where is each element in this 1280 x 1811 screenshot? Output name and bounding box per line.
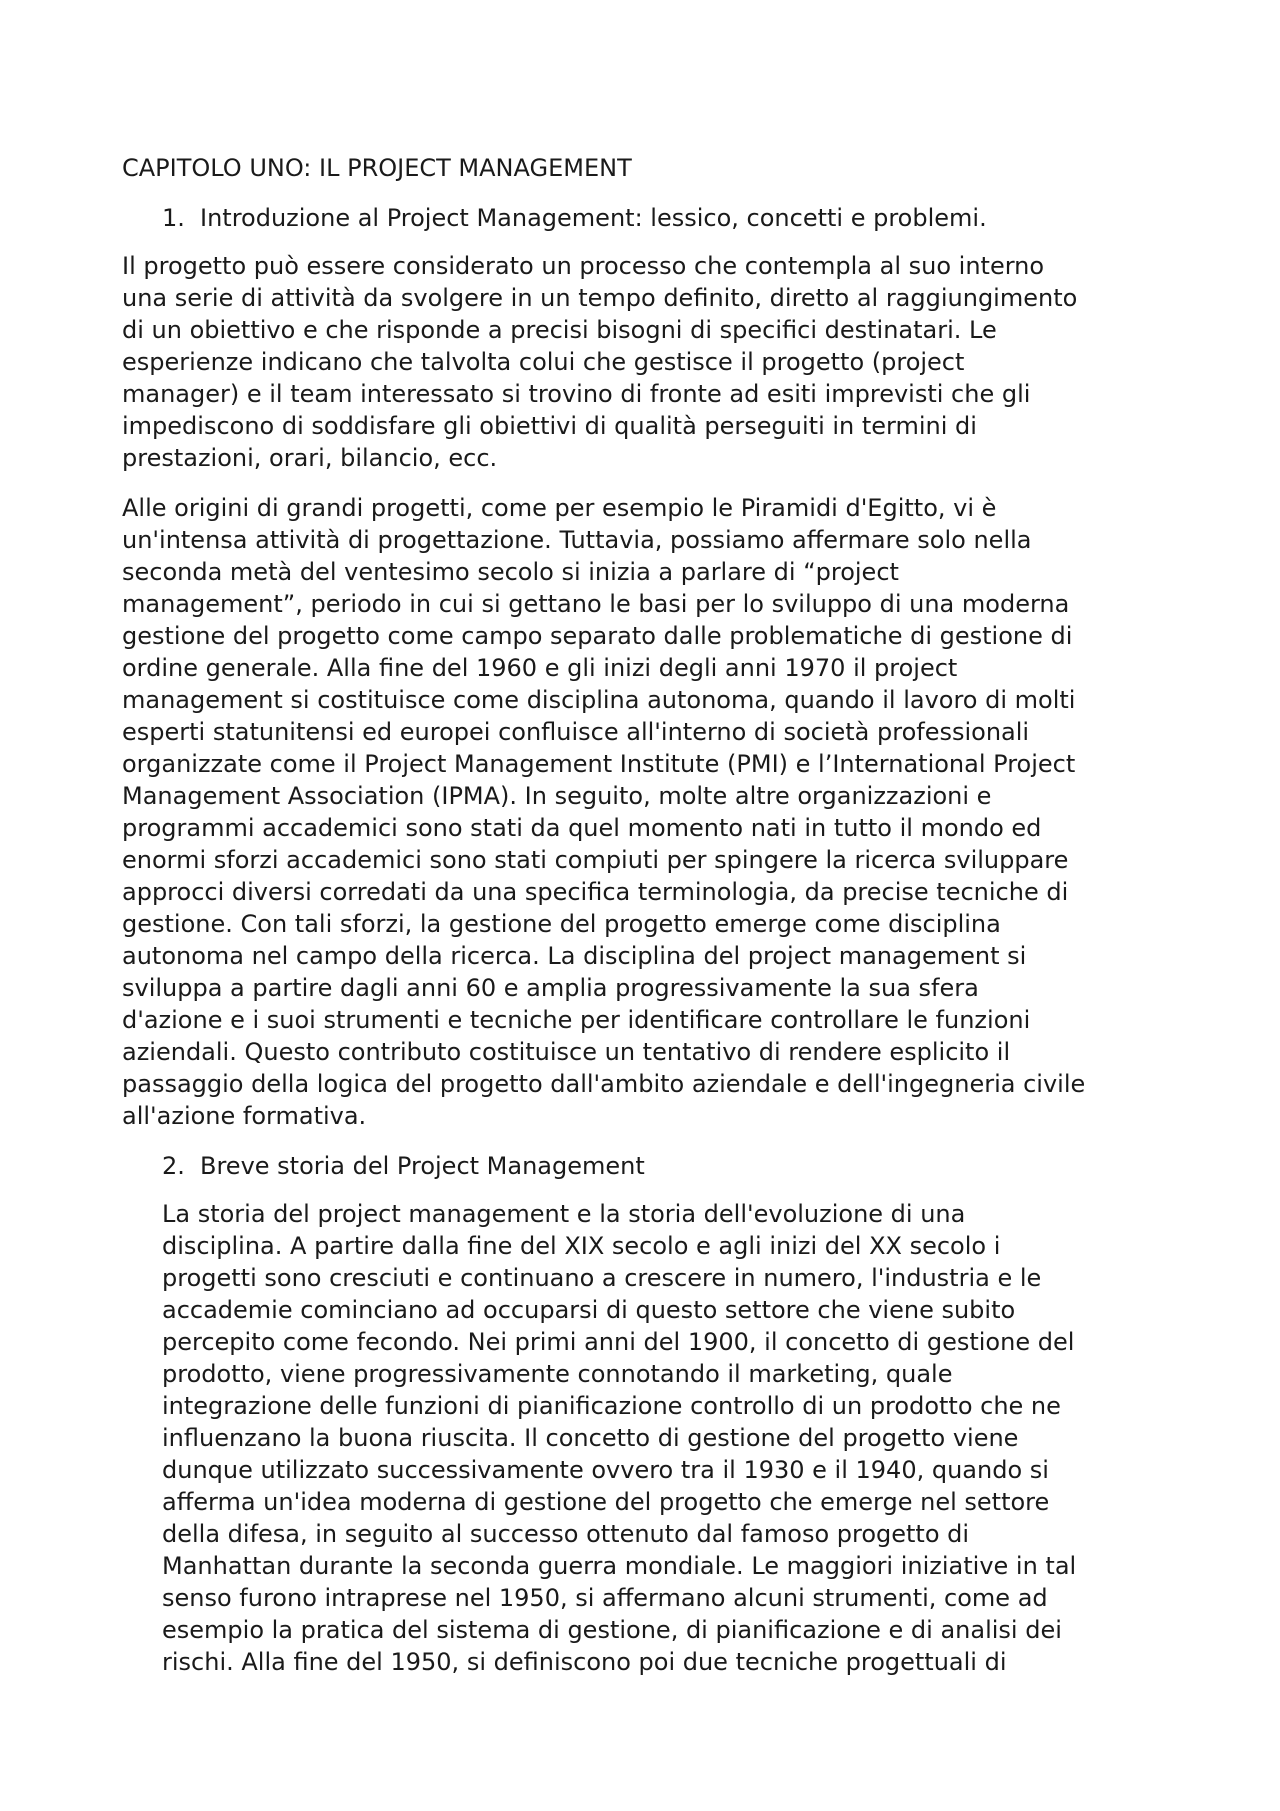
text-line: manager) e il team interessato si trovino di fronte ad esiti imprevisti che gli [122, 380, 1031, 408]
text-line: sviluppa a partire dagli anni 60 e amplia progressivamente la sua sfera [122, 974, 979, 1002]
text-line: afferma un'idea moderna di gestione del progetto che emerge nel settore [162, 1488, 1050, 1516]
text-line: organizzate come il Project Management Institute (PMI) e l’International Project [122, 750, 1076, 778]
text-line: La storia del project management e la storia dell'evoluzione di una [162, 1200, 966, 1228]
text-line: all'azione formativa. [122, 1102, 367, 1130]
text-line: d'azione e i suoi strumenti e tecniche per identificare controllare le funzioni [122, 1006, 1031, 1034]
text-line: percepito come fecondo. Nei primi anni del 1900, il concetto di gestione del [162, 1328, 1075, 1356]
paragraph [122, 250, 1077, 474]
section-title: Breve storia del Project Management [200, 1152, 645, 1180]
section-heading-2 [162, 1150, 645, 1182]
text-line: seconda metà del ventesimo secolo si inizia a parlare di “project [122, 558, 899, 586]
text-line: Management Association (IPMA). In seguito, molte altre organizzazioni e [122, 782, 992, 810]
chapter-title: CAPITOLO UNO: IL PROJECT MANAGEMENT [122, 154, 632, 182]
text-line: passaggio della logica del progetto dall'ambito aziendale e dell'ingegneria civile [122, 1070, 1086, 1098]
text-line: disciplina. A partire dalla fine del XIX secolo e agli inizi del XX secolo i [162, 1232, 1001, 1260]
text-line: rischi. Alla fine del 1950, si definiscono poi due tecniche progettuali di [162, 1648, 1007, 1676]
text-line: enormi sforzi accademici sono stati compiuti per spingere la ricerca sviluppare [122, 846, 1069, 874]
text-line: prestazioni, orari, bilancio, ecc. [122, 444, 498, 472]
paragraph [122, 492, 1085, 1132]
text-line: management si costituisce come disciplina autonoma, quando il lavoro di molti [122, 686, 1076, 714]
text-line: prodotto, viene progressivamente connotando il marketing, quale [162, 1360, 953, 1388]
text-line: progetti sono cresciuti e continuano a crescere in numero, l'industria e le [162, 1264, 1042, 1292]
text-line: gestione. Con tali sforzi, la gestione del progetto emerge come disciplina [122, 910, 1001, 938]
text-line: esperti statunitensi ed europei confluisce all'interno di società professionali [122, 718, 1030, 746]
text-line: aziendali. Questo contributo costituisce un tentativo di rendere esplicito il [122, 1038, 1011, 1066]
text-line: senso furono intraprese nel 1950, si affermano alcuni strumenti, come ad [162, 1584, 1048, 1612]
text-line: della difesa, in seguito al successo ottenuto dal famoso progetto di [162, 1520, 970, 1548]
text-line: influenzano la buona riuscita. Il concetto di gestione del progetto viene [162, 1424, 1019, 1452]
text-line: esperienze indicano che talvolta colui che gestisce il progetto (project [122, 348, 965, 376]
text-line: Alle origini di grandi progetti, come per esempio le Piramidi d'Egitto, vi è [122, 494, 997, 522]
text-line: impediscono di soddisfare gli obiettivi di qualità perseguiti in termini di [122, 412, 977, 440]
section-number: 2. [162, 1152, 185, 1180]
paragraph [162, 1198, 1076, 1678]
text-line: autonoma nel campo della ricerca. La disciplina del project management si [122, 942, 1027, 970]
text-line: un'intensa attività di progettazione. Tuttavia, possiamo affermare solo nella [122, 526, 1032, 554]
text-line: programmi accademici sono stati da quel momento nati in tutto il mondo ed [122, 814, 1042, 842]
section-title: Introduzione al Project Management: lessico, concetti e problemi. [200, 204, 987, 232]
text-line: accademie cominciano ad occuparsi di questo settore che viene subito [162, 1296, 1016, 1324]
section-number: 1. [162, 204, 185, 232]
text-line: di un obiettivo e che risponde a precisi bisogni di specifici destinatari. Le [122, 316, 997, 344]
text-line: ordine generale. Alla fine del 1960 e gli inizi degli anni 1970 il project [122, 654, 958, 682]
text-line: Manhattan durante la seconda guerra mondiale. Le maggiori iniziative in tal [162, 1552, 1077, 1580]
text-line: integrazione delle funzioni di pianificazione controllo di un prodotto che ne [162, 1392, 1061, 1420]
text-line: dunque utilizzato successivamente ovvero tra il 1930 e il 1940, quando si [162, 1456, 1049, 1484]
text-line: una serie di attività da svolgere in un tempo definito, diretto al raggiungimento [122, 284, 1078, 312]
text-line: gestione del progetto come campo separato dalle problematiche di gestione di [122, 622, 1073, 650]
section-heading-1 [162, 202, 987, 234]
text-line: approcci diversi corredati da una specifica terminologia, da precise tecniche di [122, 878, 1069, 906]
text-line: management”, periodo in cui si gettano le basi per lo sviluppo di una moderna [122, 590, 1070, 618]
text-line: esempio la pratica del sistema di gestione, di pianificazione e di analisi dei [162, 1616, 1062, 1644]
text-line: Il progetto può essere considerato un processo che contempla al suo interno [122, 252, 1045, 280]
